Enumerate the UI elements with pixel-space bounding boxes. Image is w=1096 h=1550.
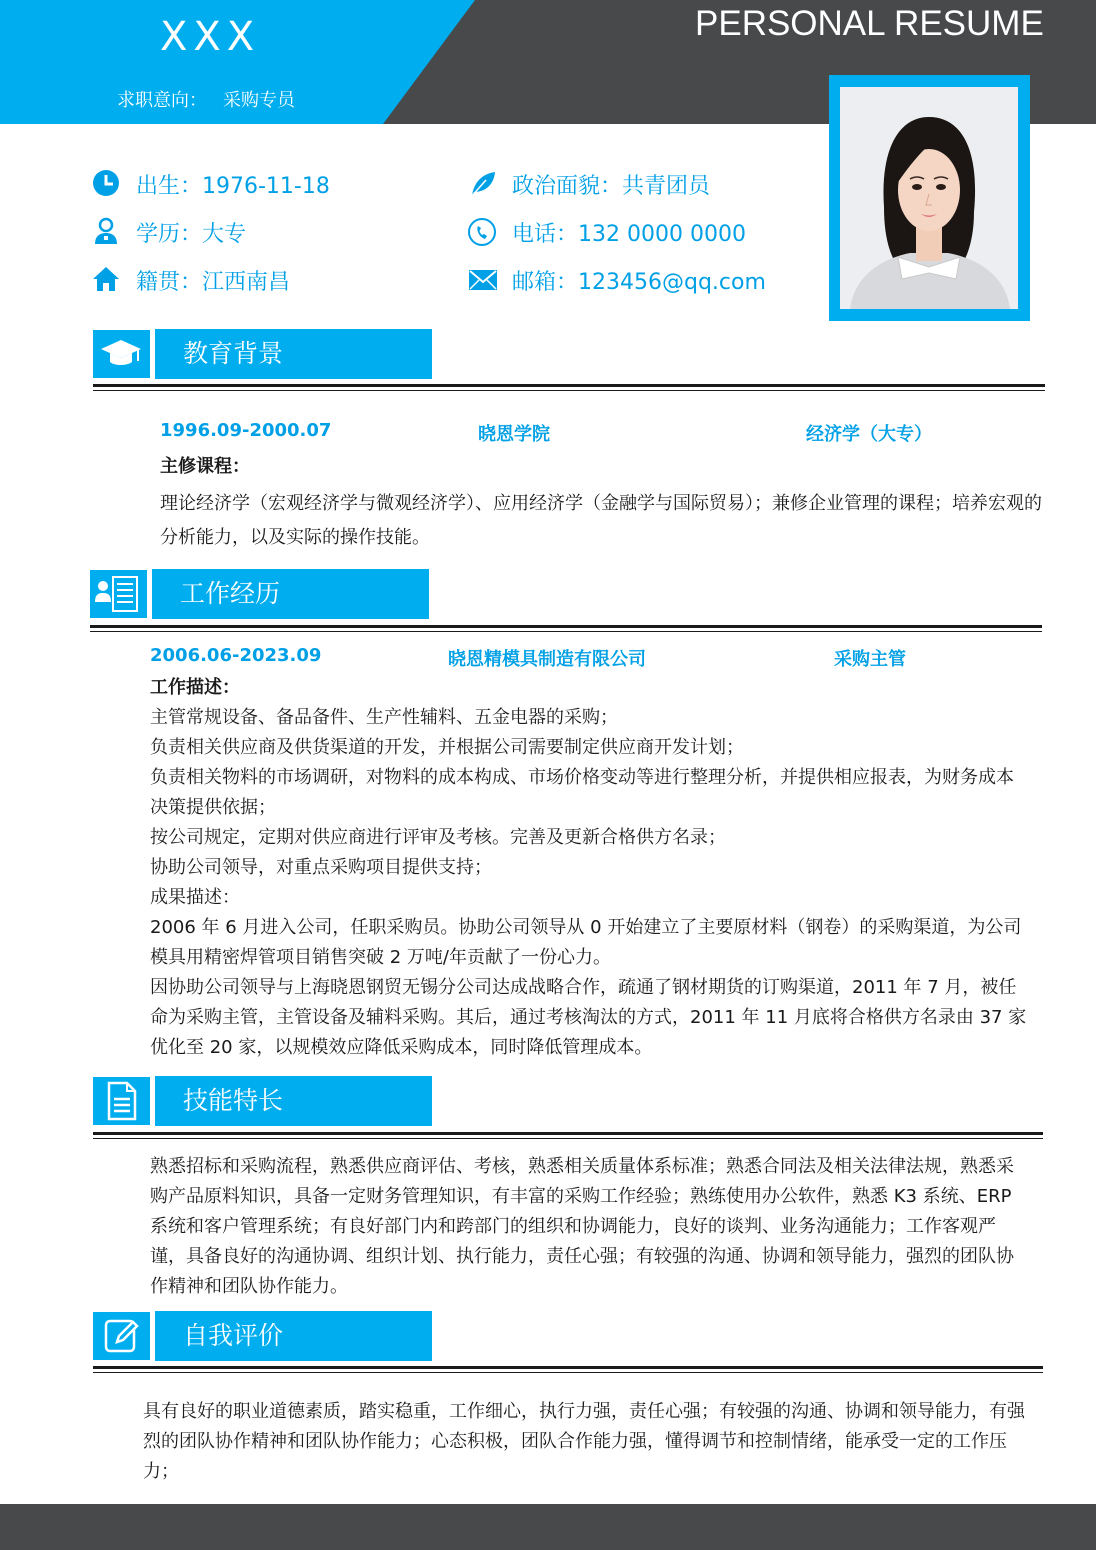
work-period: 2006.06-2023.09 <box>150 645 322 666</box>
courses-text: 理论经济学（宏观经济学与微观经济学）、应用经济学（金融学与国际贸易）；兼修企业管理的课程；培养宏观的分析能力，以及实际的操作技能。 <box>160 493 1042 548</box>
profile-photo <box>840 87 1018 309</box>
work-duty: 负责相关物料的市场调研，对物料的成本构成、市场价格变动等进行整理分析，并提供相应报表，为财务成本决策提供依据； <box>150 767 1014 818</box>
mail-icon <box>468 268 498 296</box>
section-rule <box>93 384 1045 387</box>
courses-label: 主修课程： <box>160 456 250 477</box>
person-icon <box>92 217 120 249</box>
section-title-work: 工作经历 <box>152 569 429 619</box>
self-evaluation-text: 具有良好的职业道德素质，踏实稳重，工作细心，执行力强，责任心强；有较强的沟通、协调和领导能力，有强烈的团队协作精神和团队协作能力；心态积极，团队合作能力强，懂得调节和控制情绪，能承受一定的工作压力； <box>143 1401 1025 1482</box>
section-title-self-evaluation: 自我评价 <box>155 1311 432 1361</box>
id-card-icon <box>90 570 147 618</box>
section-title-education: 教育背景 <box>155 329 432 379</box>
work-duty: 协助公司领导，对重点采购项目提供支持； <box>150 857 492 878</box>
edit-icon <box>93 1312 150 1360</box>
document-icon <box>93 1077 150 1125</box>
work-duty: 按公司规定，定期对供应商进行评审及考核。完善及更新合格供方名录； <box>150 827 726 848</box>
education-major: 经济学（大专） <box>806 424 932 445</box>
work-duty: 负责相关供应商及供货渠道的开发，并根据公司需要制定供应商开发计划； <box>150 737 744 758</box>
work-position: 采购主管 <box>834 649 906 670</box>
resume-title: PERSONAL RESUME <box>695 4 1044 43</box>
section-title-skills: 技能特长 <box>155 1076 432 1126</box>
info-phone: 电话：132 0000 0000 <box>512 222 746 247</box>
section-rule <box>93 390 1045 391</box>
section-rule <box>93 1372 1043 1373</box>
info-native-place: 籍贯：江西南昌 <box>136 270 291 295</box>
education-period: 1996.09-2000.07 <box>160 420 332 441</box>
job-intent-label: 求职意向： <box>117 90 207 111</box>
skills-text: 熟悉招标和采购流程，熟悉供应商评估、考核，熟悉相关质量体系标准；熟悉合同法及相关法律法规，熟悉采购产品原料知识，具备一定财务管理知识，有丰富的采购工作经验；熟练使用办公软件，熟悉 K3 系统、ERP 系统和客户管理系统；有良好部门内和跨部门的组织和协调能力，良好的谈判、业务沟通能力；工作客观严谨，具备良好的沟通协调、组织计划、执行能力，责任心强；有较强的沟通、协调和领导能力，强烈的团队协作精神和团队协作能力。 <box>150 1156 1014 1297</box>
section-rule <box>93 1138 1043 1139</box>
info-birth: 出生：1976-11-18 <box>136 174 330 199</box>
phone-icon <box>468 218 496 250</box>
work-company: 晓恩精模具制造有限公司 <box>448 649 646 670</box>
work-result: 因协助公司领导与上海晓恩钢贸无锡分公司达成战略合作，疏通了钢材期货的订购渠道，2011 年 7 月，被任命为采购主管，主管设备及辅料采购。其后，通过考核淘汰的方式，2011 年 11 月底将合格供方名录由 37 家优化至 20 家，以规模效应降低采购成本，同时降低管理成本。 <box>150 977 1027 1058</box>
clock-icon <box>92 169 120 201</box>
footer-band <box>0 1504 1096 1550</box>
info-email: 邮箱：123456@qq.com <box>512 270 766 295</box>
work-description <box>150 673 1030 1063</box>
leaf-icon <box>468 170 496 202</box>
work-result: 2006 年 6 月进入公司，任职采购员。协助公司领导从 0 开始建立了主要原材料（钢卷）的采购渠道，为公司模具用精密焊管项目销售突破 2 万吨/年贡献了一份心力。 <box>150 917 1022 968</box>
job-intent-value: 采购专员 <box>223 90 295 111</box>
section-rule <box>90 625 1042 628</box>
work-duty: 主管常规设备、备品备件、生产性辅料、五金电器的采购； <box>150 707 618 728</box>
education-school: 晓恩学院 <box>478 424 550 445</box>
work-result-label: 成果描述： <box>150 887 240 908</box>
home-icon <box>92 265 120 297</box>
job-intent <box>117 86 311 112</box>
candidate-name: XXX <box>160 14 261 60</box>
work-desc-label: 工作描述： <box>150 677 240 698</box>
section-rule <box>93 1132 1043 1135</box>
info-education: 学历：大专 <box>136 222 247 247</box>
section-rule <box>90 631 1042 632</box>
graduation-cap-icon <box>93 330 150 378</box>
section-rule <box>93 1366 1043 1369</box>
info-political: 政治面貌：共青团员 <box>512 174 711 199</box>
